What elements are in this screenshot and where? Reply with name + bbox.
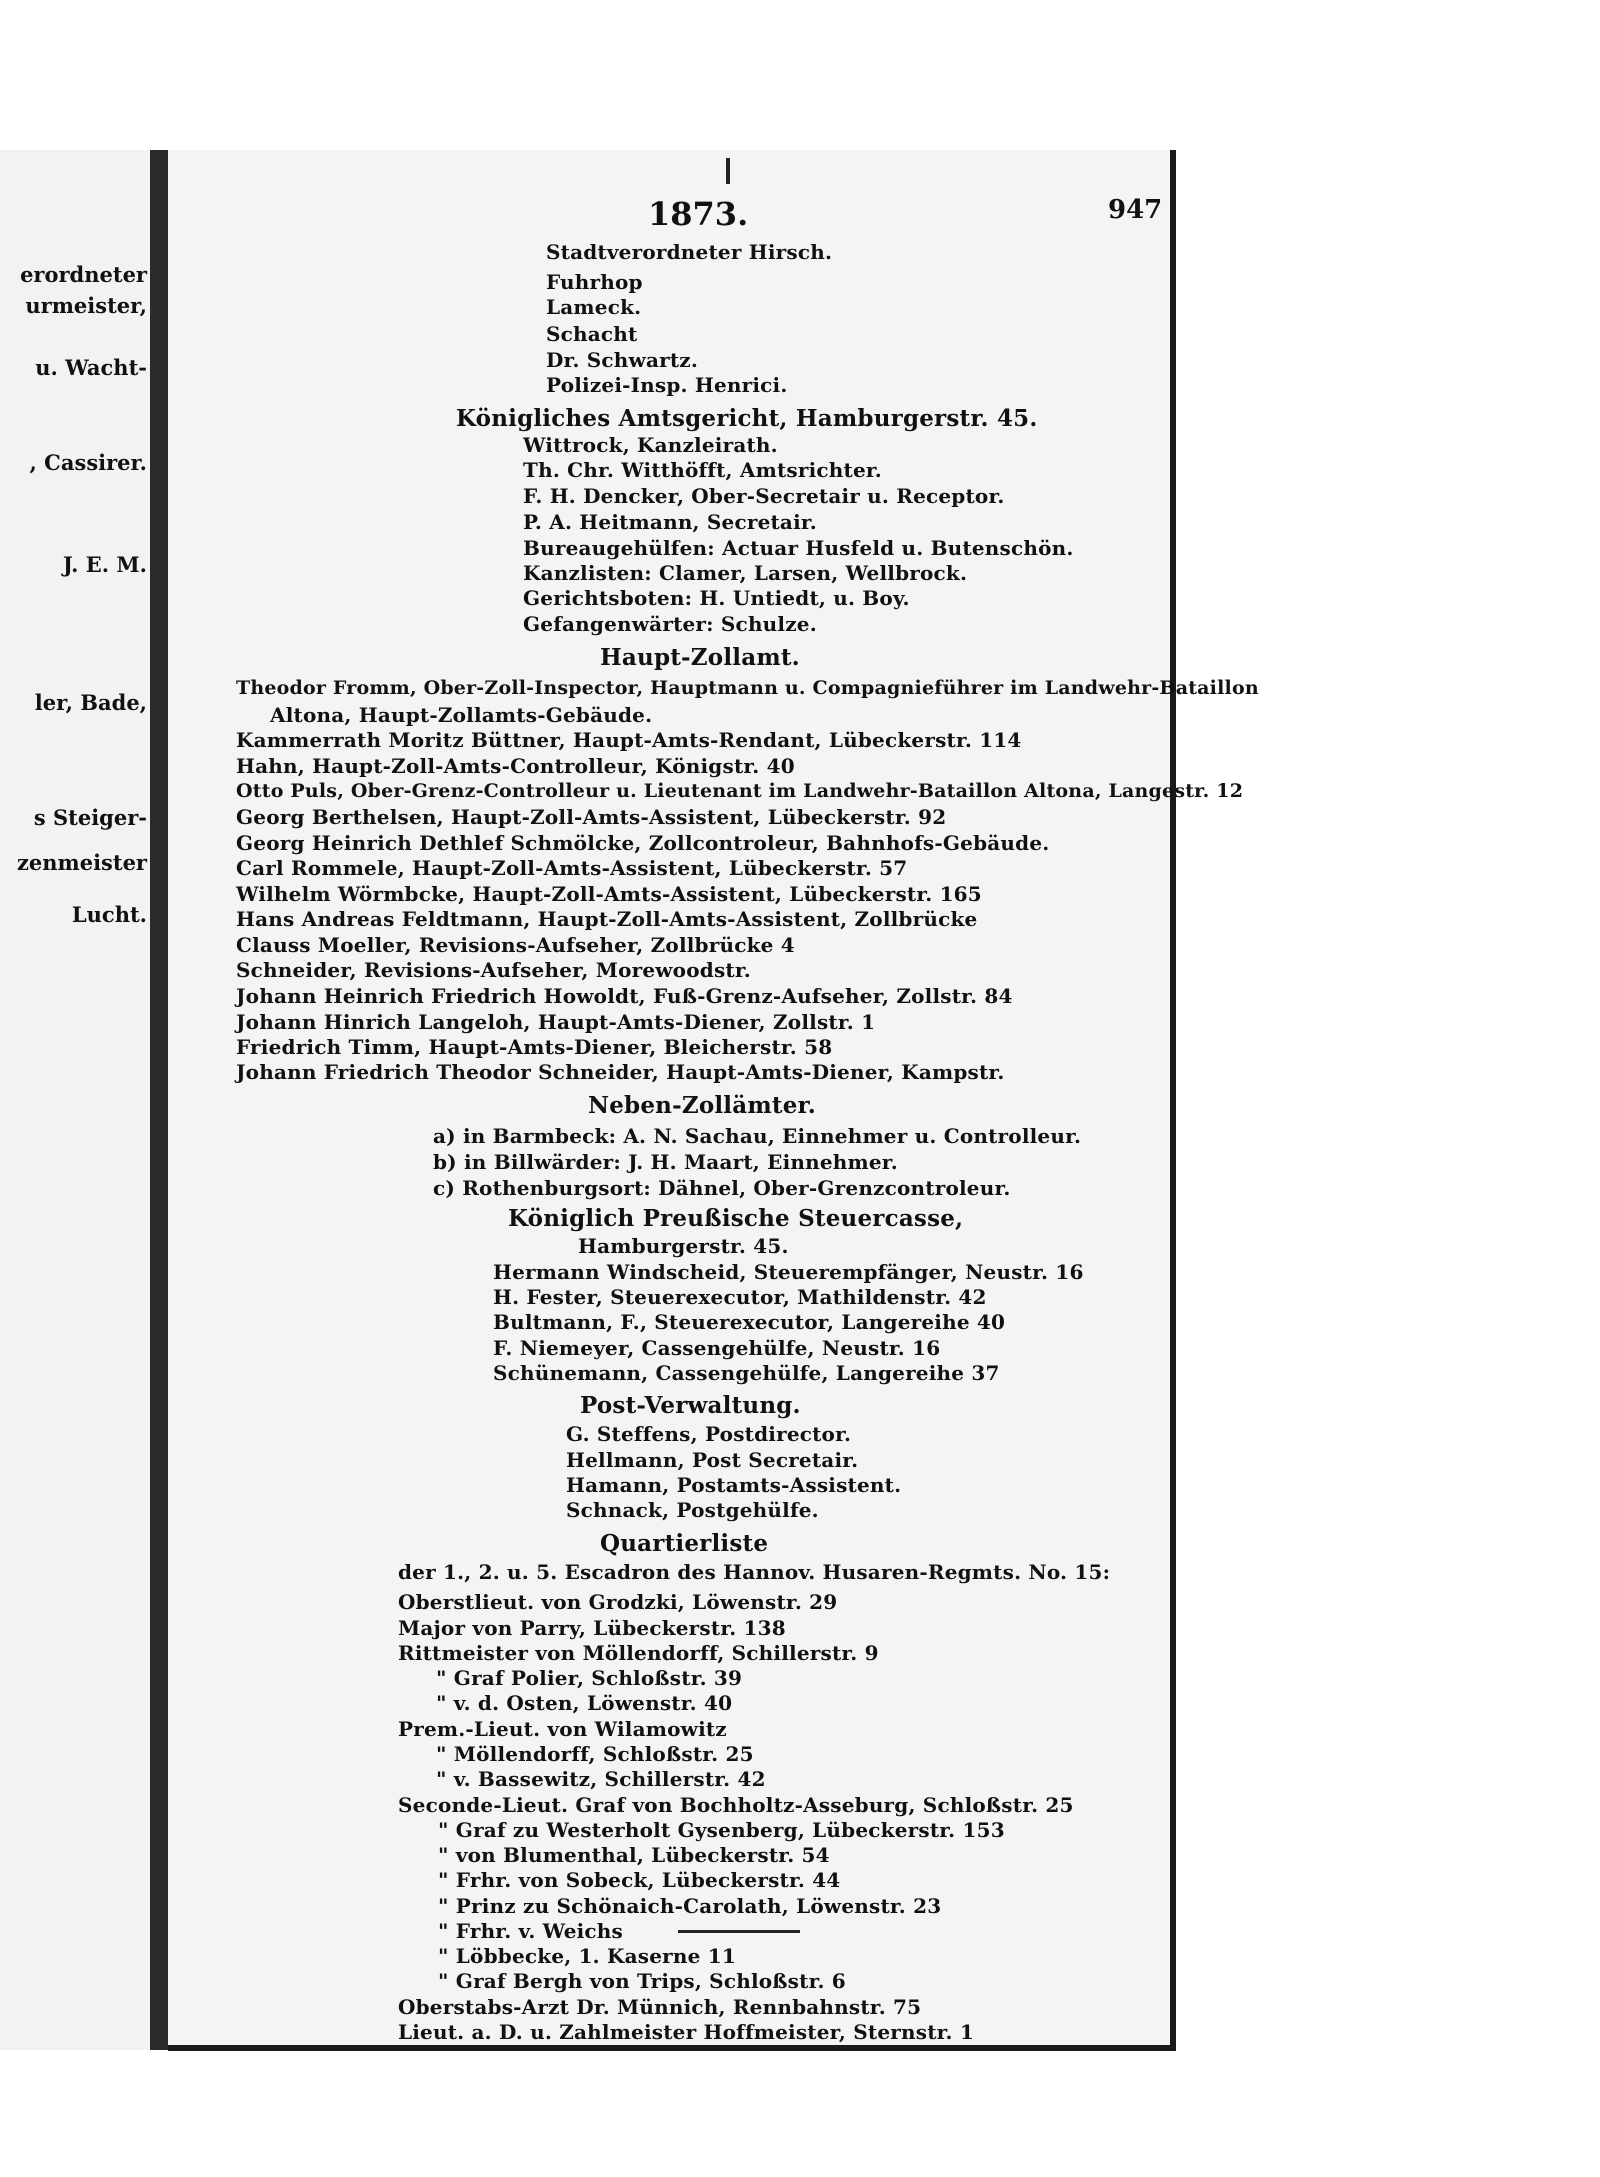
text-line: F. Niemeyer, Cassengehülfe, Neustr. 16 (493, 1336, 941, 1360)
section-heading: Quartierliste (600, 1530, 769, 1557)
text-line: " Möllendorff, Schloßstr. 25 (436, 1742, 754, 1766)
left-fragment: u. Wacht- (35, 355, 147, 380)
text-line: Oberstlieut. von Grodzki, Löwenstr. 29 (398, 1590, 838, 1614)
text-line: Carl Rommele, Haupt-Zoll-Amts-Assistent, Lübeckerstr. 57 (236, 856, 908, 880)
text-line: Friedrich Timm, Haupt-Amts-Diener, Bleicherstr. 58 (236, 1035, 833, 1059)
text-line: Johann Hinrich Langeloh, Haupt-Amts-Diener, Zollstr. 1 (236, 1010, 876, 1034)
section-heading: Neben-Zollämter. (588, 1092, 816, 1119)
text-line: Georg Berthelsen, Haupt-Zoll-Amts-Assistent, Lübeckerstr. 92 (236, 805, 947, 829)
text-line: Bultmann, F., Steuerexecutor, Langereihe 40 (493, 1310, 1006, 1334)
text-line: Major von Parry, Lübeckerstr. 138 (398, 1616, 786, 1640)
text-line: " Graf Bergh von Trips, Schloßstr. 6 (438, 1969, 846, 1993)
text-line: Bureaugehülfen: Actuar Husfeld u. Butenschön. (523, 536, 1074, 560)
text-line: Theodor Fromm, Ober-Zoll-Inspector, Hauptmann u. Compagnieführer im Landwehr-Bataillon (236, 677, 1259, 699)
text-line: Hahn, Haupt-Zoll-Amts-Controlleur, Königstr. 40 (236, 754, 795, 778)
text-line: " Prinz zu Schönaich-Carolath, Löwenstr. 23 (438, 1894, 942, 1918)
text-line: " Graf zu Westerholt Gysenberg, Lübeckerstr. 153 (438, 1818, 1005, 1842)
left-fragment: s Steiger- (33, 805, 147, 830)
text-line: H. Fester, Steuerexecutor, Mathildenstr. 42 (493, 1285, 987, 1309)
text-line: " v. Bassewitz, Schillerstr. 42 (436, 1767, 766, 1791)
text-line: " v. d. Osten, Löwenstr. 40 (436, 1691, 733, 1715)
text-line: Schünemann, Cassengehülfe, Langereihe 37 (493, 1361, 1000, 1385)
right-page (168, 150, 1259, 2051)
left-fragment: zenmeister (16, 850, 147, 875)
text-line: c) Rothenburgsort: Dähnel, Ober-Grenzcontroleur. (433, 1176, 1011, 1200)
text-line: Schacht (546, 322, 638, 346)
text-line: Th. Chr. Witthöfft, Amtsrichter. (523, 458, 882, 482)
page-year: 1873. (648, 195, 749, 233)
text-line: Otto Puls, Ober-Grenz-Controlleur u. Lieutenant im Landwehr-Bataillon Altona, Langestr. 12 (236, 780, 1244, 802)
section-heading: Königliches Amtsgericht, Hamburgerstr. 45. (456, 405, 1038, 432)
book-gutter (150, 150, 168, 2050)
text-line: Hamburgerstr. 45. (578, 1234, 789, 1258)
text-line: Lameck. (546, 295, 642, 319)
section-heading: Post-Verwaltung. (580, 1392, 801, 1419)
text-line: Kanzlisten: Clamer, Larsen, Wellbrock. (523, 561, 968, 585)
text-line: a) in Barmbeck: A. N. Sachau, Einnehmer u. Controlleur. (433, 1124, 1082, 1148)
page-mark (726, 158, 730, 184)
text-line: Kammerrath Moritz Büttner, Haupt-Amts-Rendant, Lübeckerstr. 114 (236, 728, 1022, 752)
text-line: Johann Heinrich Friedrich Howoldt, Fuß-Grenz-Aufseher, Zollstr. 84 (236, 984, 1013, 1008)
text-line: Oberstabs-Arzt Dr. Münnich, Rennbahnstr. 75 (398, 1995, 922, 2019)
page-number: 947 (1108, 195, 1163, 225)
left-fragment: erordneter (20, 262, 147, 287)
text-line: Polizei-Insp. Henrici. (546, 373, 788, 397)
text-line: Wittrock, Kanzleirath. (523, 433, 778, 457)
text-line: P. A. Heitmann, Secretair. (523, 510, 817, 534)
left-page-edge (0, 150, 158, 2050)
text-line: Prem.-Lieut. von Wilamowitz (398, 1717, 727, 1741)
text-line: " Frhr. von Sobeck, Lübeckerstr. 44 (438, 1868, 841, 1892)
left-fragment: urmeister, (25, 293, 147, 318)
left-fragment: , Cassirer. (29, 450, 147, 475)
closing-rule (678, 1930, 800, 1933)
text-line: Hamann, Postamts-Assistent. (566, 1473, 902, 1497)
text-line: Hellmann, Post Secretair. (566, 1448, 859, 1472)
left-fragment: J. E. M. (62, 552, 147, 577)
text-line: " Löbbecke, 1. Kaserne 11 (438, 1944, 736, 1968)
text-line: " Graf Polier, Schloßstr. 39 (436, 1666, 743, 1690)
text-line: Hans Andreas Feldtmann, Haupt-Zoll-Amts-Assistent, Zollbrücke (236, 907, 978, 931)
text-line: Stadtverordneter Hirsch. (546, 240, 833, 264)
text-line: " von Blumenthal, Lübeckerstr. 54 (438, 1843, 830, 1867)
section-heading: Haupt-Zollamt. (600, 644, 800, 671)
section-heading: Königlich Preußische Steuercasse, (508, 1205, 964, 1232)
left-fragment: Lucht. (71, 902, 147, 927)
text-line: Dr. Schwartz. (546, 348, 699, 372)
text-line: Seconde-Lieut. Graf von Bochholtz-Asseburg, Schloßstr. 25 (398, 1793, 1074, 1817)
text-line: Lieut. a. D. u. Zahlmeister Hoffmeister, Sternstr. 1 (398, 2020, 974, 2044)
text-line: F. H. Dencker, Ober-Secretair u. Receptor. (523, 484, 1005, 508)
text-line: Fuhrhop (546, 270, 643, 294)
text-line: Schneider, Revisions-Aufseher, Morewoodstr. (236, 958, 751, 982)
left-fragment: ler, Bade, (34, 690, 147, 715)
text-line: Georg Heinrich Dethlef Schmölcke, Zollcontroleur, Bahnhofs-Gebäude. (236, 831, 1050, 855)
text-line: Rittmeister von Möllendorff, Schillerstr. 9 (398, 1641, 879, 1665)
text-line: G. Steffens, Postdirector. (566, 1422, 852, 1446)
text-line: Gerichtsboten: H. Untiedt, u. Boy. (523, 586, 910, 610)
text-line: " Frhr. v. Weichs (438, 1919, 624, 1943)
text-line: Wilhelm Wörmbcke, Haupt-Zoll-Amts-Assistent, Lübeckerstr. 165 (236, 882, 982, 906)
text-line: Altona, Haupt-Zollamts-Gebäude. (270, 703, 653, 727)
text-line: Clauss Moeller, Revisions-Aufseher, Zollbrücke 4 (236, 933, 795, 957)
text-line: Gefangenwärter: Schulze. (523, 612, 817, 636)
text-line: b) in Billwärder: J. H. Maart, Einnehmer. (433, 1150, 898, 1174)
text-line: Hermann Windscheid, Steuerempfänger, Neustr. 16 (493, 1260, 1084, 1284)
text-line: Schnack, Postgehülfe. (566, 1498, 819, 1522)
text-line: Johann Friedrich Theodor Schneider, Haupt-Amts-Diener, Kampstr. (236, 1060, 1005, 1084)
text-line: der 1., 2. u. 5. Escadron des Hannov. Husaren-Regmts. No. 15: (398, 1560, 1111, 1584)
